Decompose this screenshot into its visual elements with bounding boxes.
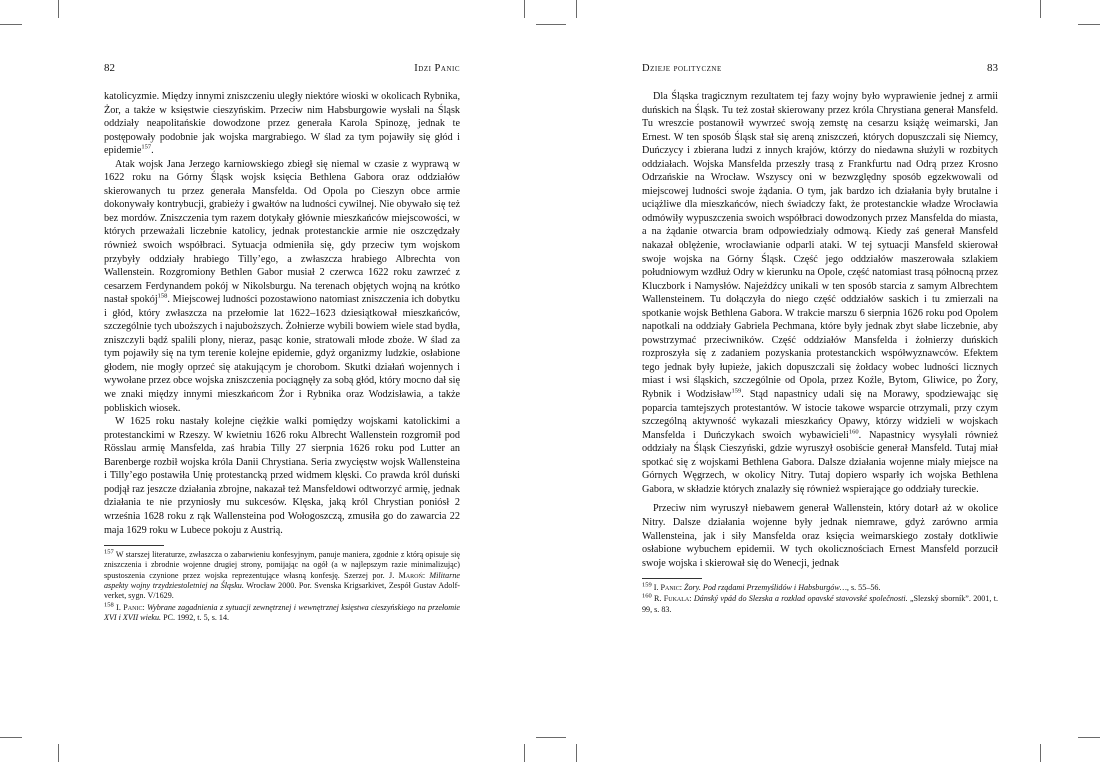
crop-mark	[524, 0, 525, 18]
left-page	[104, 62, 460, 624]
footnote-ref[interactable]: 159	[731, 387, 742, 395]
crop-mark	[0, 24, 22, 25]
crop-mark	[536, 737, 566, 738]
footnote-157: $^{157}$ W starszej literaturze, zwłaszcza o zabarwieniu konfesyjnym, panuje maniera, zgodnie z którą opisuje się zniszczenia i zbrodnie wojenne drugiej strony, pomijając na ogół (a w najlepszym razie minimalizując) spustoszenia czynione przez wojska reprezentujące własną konfesję. Szerzej por. J. Maroń: Militarne aspekty wojny trzydziestoletniej na Śląsku. Wrocław 2000. Por. Svenska Krigsarkivet, Zespół Gustav Adolf-verket, sygn. V/1629.	[104, 548, 460, 601]
right-page	[642, 62, 998, 616]
crop-mark	[576, 744, 577, 762]
footnote-159: $^{159}$ I. Panic: Żory. Pod rządami Przemyślidów i Habsburgów…, s. 55–56.	[642, 581, 881, 593]
crop-mark	[536, 24, 566, 25]
crop-mark	[1078, 24, 1100, 25]
left-paragraph: katolicyzmie. Między innymi zniszczeniu uległy niektóre wioski w okolicach Rybnika, Żor, a także w księstwie cieszyńskim. Przeciw nim Habsburgowie wysłali na Śląsk oddziały neapolitańskie dowodzone przez generała Karola Spinozę, jednak te postępowały podobnie jak wojska margrabiego. W ślad za tym pojawiły się głód i epidemie$^{157}$.	[104, 91, 460, 157]
right-running-head-title: Dzieje polityczne	[642, 63, 722, 74]
left-running-header	[104, 62, 460, 76]
right-footnotes	[642, 583, 998, 615]
crop-mark	[58, 744, 59, 762]
right-running-header	[642, 62, 998, 76]
left-body-text	[104, 90, 460, 537]
right-paragraph: Przeciw nim wyruszył niebawem generał Wallenstein, który dotarł aż w okolice Nitry. Dalsze działania wojenne były jednak niemrawe, gdyż zarówno armia Wallensteina, jak i siły Mansfelda oraz księcia weimarskiego zostały dotkliwie osłabione wybuchem epidemii. W tych okolicznościach Ernest Mansfeld porzucił swoje wojska i skierował się do Wenecji, jednak	[642, 503, 998, 569]
left-paragraph: Atak wojsk Jana Jerzego karniowskiego zbiegł się niemal w czasie z wyprawą w 1622 roku na Górny Śląsk wojsk księcia Bethlena Gabora oraz oddziałów skierowanych tu przez generała Mansfelda. Od Opola po Cieszyn obce armie dokonywały kontrybucji, grabieży i gwałtów na ludności cywilnej. Nie obywało się też bez mordów. Zniszczenia tym razem dotykały głównie mieszkańców miejscowości, w których przeważali liczebnie katolicy, jednak protestanckie armie nie oszczędzały również swoich współbraci. Sytuacja odmieniła się, gdy przeciw tym wojskom przybyły oddziały hrabiego Tilly’ego, a zwłaszcza hrabiego Albrechta von Wallenstein. Rozgromiony Bethlen Gabor musiał 2 czerwca 1622 roku zawrzeć z cesarzem Ferdynandem pokój w Nikolsburgu. Na terenach objętych wojną na krótko nastał spokój$^{158}$. Miejscowej ludności pozostawiono natomiast zniszczenia ich dobytku i głód, który zwłaszcza na przełomie lat 1622–1623 dziesiątkował mieszkańców, szczególnie tych uboższych i najuboższych. Żołnierze wybili bowiem wiele stad bydła, zniszczyli bądź spalili plony, nieraz, pasąc konie, stratowali młode zboże. W ślad za tym pojawiły się na tym terenie kolejne epidemie, gdyż organizmy ludzkie, osłabione głodem, nie mogły oprzeć się atakującym je chorobom. Skutki działań wojennych i wywołane przez obce wojska zniszczenia pociągnęły za sobą głód, który mocno dał się we znaki między innymi mieszkańcom Żor i Rybnika oraz Wodzisławia, a także pobliskich wiosek.	[104, 158, 460, 414]
crop-mark	[0, 737, 22, 738]
left-running-head-author: Idzi Panic	[414, 63, 460, 74]
footnote-158: $^{158}$ I. Panic: Wybrane zagadnienia z sytuacji zewnętrznej i wewnętrznej księstwa cieszyńskiego na przełomie XVI i XVII wieku. PC. 1992, t. 5, s. 14.	[104, 600, 460, 622]
right-body-text	[642, 90, 998, 570]
crop-mark	[524, 744, 525, 762]
footnote-divider	[642, 578, 702, 579]
crop-mark	[1040, 0, 1041, 18]
right-paragraph: Dla Śląska tragicznym rezultatem tej fazy wojny było wyprawienie jednej z armii duńskich na Śląsk. Tu też został skierowany przez króla Chrystiana generał Mansfeld. Tu wreszcie postanowił wywrzeć swoją zemstę na cesarzu książę weimarski, Jan Ernest. W ten sposób Śląsk stał się areną zniszczeń, których dopuszczali się Niemcy, Duńczycy i zbierana ludzi z innych krajów, którzy do niedawna służyli w rozbitych oddziałach. Wojska Mansfelda przeszły trasą z Frankfurtu nad Odrą przez Krosno Odrzańskie na Wrocław. Wszyscy oni w bezwzględny sposób egzekwowali od miejscowej ludności swoje żądania. O tym, jak bardzo ich działania były brutalne i uciążliwe dla mieszkańców, niech świadczy fakt, że protestanckie władze Wrocławia odmówiły wypuszczenia swoich współbraci dowodzonych przez Mansfelda do miasta, a na żądanie otwarcia bram odpowiedziały odmową. Kiedy zaś generał Mansfeld nakazał oblężenie, wrocławianie odparli ataki. W tej sytuacji Mansfeld skierował swoje wojska na Górny Śląsk. Część jego oddziałów maszerowała szlakiem południowym wzdłuż Odry w kierunku na Opole, część natomiast trasą północną przez Kluczbork i Namysłów. Najeźdźcy unikali w ten sposób starcia z samym Albrechtem Wallensteinem. Tu dołączyła do niego część oddziałów saskich i tu zmierzali na spotkanie wojsk Bethlena Gabora. W trakcie marszu 6 sierpnia 1626 roku pod Opolem napotkali na oddziały Gabriela Pechmana, które były jednak zbyt słabe liczebnie, aby powstrzymać przeciwników. Część oddziałów Mansfelda i żołnierzy duńskich rozproszyła się z zadaniem pozyskania protestanckich współwyznawców. Efektem tego jednak były łupieże, jakich dopuszczali się żołdacy wobec ludności licznych miast i wsi śląskich, szczególnie od Opola, przez Koźle, Bytom, Gliwice, po Żory, Rybnik i Wodzisław$^{159}$. Stąd napastnicy udali się na Morawy, spodziewając się poparcia tamtejszych protestantów. W istocie takowe wsparcie otrzymali, przy czym szczególną aktywność wykazali mieszkańcy Opawy, którzy widzieli w wojskach Mansfelda i Duńczykach swoich wybawicieli$^{160}$. Napastnicy wysyłali również oddziały na Śląsk Cieszyński, gdzie wyruszył osobiście generał Mansfeld. Tutaj miał spotkać się z wojskami Bethlena Gabora. Dalsze działania wojenne miały miejsce na Górnych Węgrzech, w okolicy Nitry. Tutaj dopiero wsparły ich wojska Bethlena Gabora, w składzie których znalazły się również wspierające go oddziały tureckie.	[642, 91, 998, 495]
footnote-divider	[104, 545, 164, 546]
left-paragraph: W 1625 roku nastały kolejne ciężkie walki pomiędzy wojskami katolickimi a protestanckimi w Rzeszy. W kwietniu 1626 roku Albrecht Wallenstein rozgromił pod Rösslau armię Mansfelda, zaś hrabia Tilly 27 sierpnia 1626 roku pod Lutter an Barenberge rozbił wojska króla Danii Chrystiana. Seria zwycięstw wojsk Wallensteina i Tilly’ego postawiła Unię protestancką przed widmem klęski. Co prawda król duński podjął raz jeszcze działania zbrojne, nakazał też Mansfeldowi odtworzyć armię, jednak działania te nie przyniosły mu sukcesów. Klęska, jaką król Chrystian poniósł 2 września 1628 roku z rąk Wallensteina pod Wołogoszczą, zmusiła go do zawarcia 22 maja 1629 roku w Lubece pokoju z Austrią.	[104, 416, 460, 536]
footnote-ref[interactable]: 160	[848, 428, 859, 436]
crop-mark	[1040, 744, 1041, 762]
left-page-number: 82	[104, 62, 115, 74]
right-page-number: 83	[987, 62, 998, 74]
left-footnotes	[104, 550, 460, 623]
footnote-ref[interactable]: 157	[141, 143, 152, 151]
crop-mark	[576, 0, 577, 18]
crop-mark	[1078, 737, 1100, 738]
footnote-160: $^{160}$ R. Fukala: Dánský vpád do Slezska a rozklad opavské stavovské společnosti. „Slezský sborník”. 2001, t. 99, s. 83.	[642, 592, 998, 614]
footnote-ref[interactable]: 158	[157, 292, 168, 300]
crop-mark	[58, 0, 59, 18]
